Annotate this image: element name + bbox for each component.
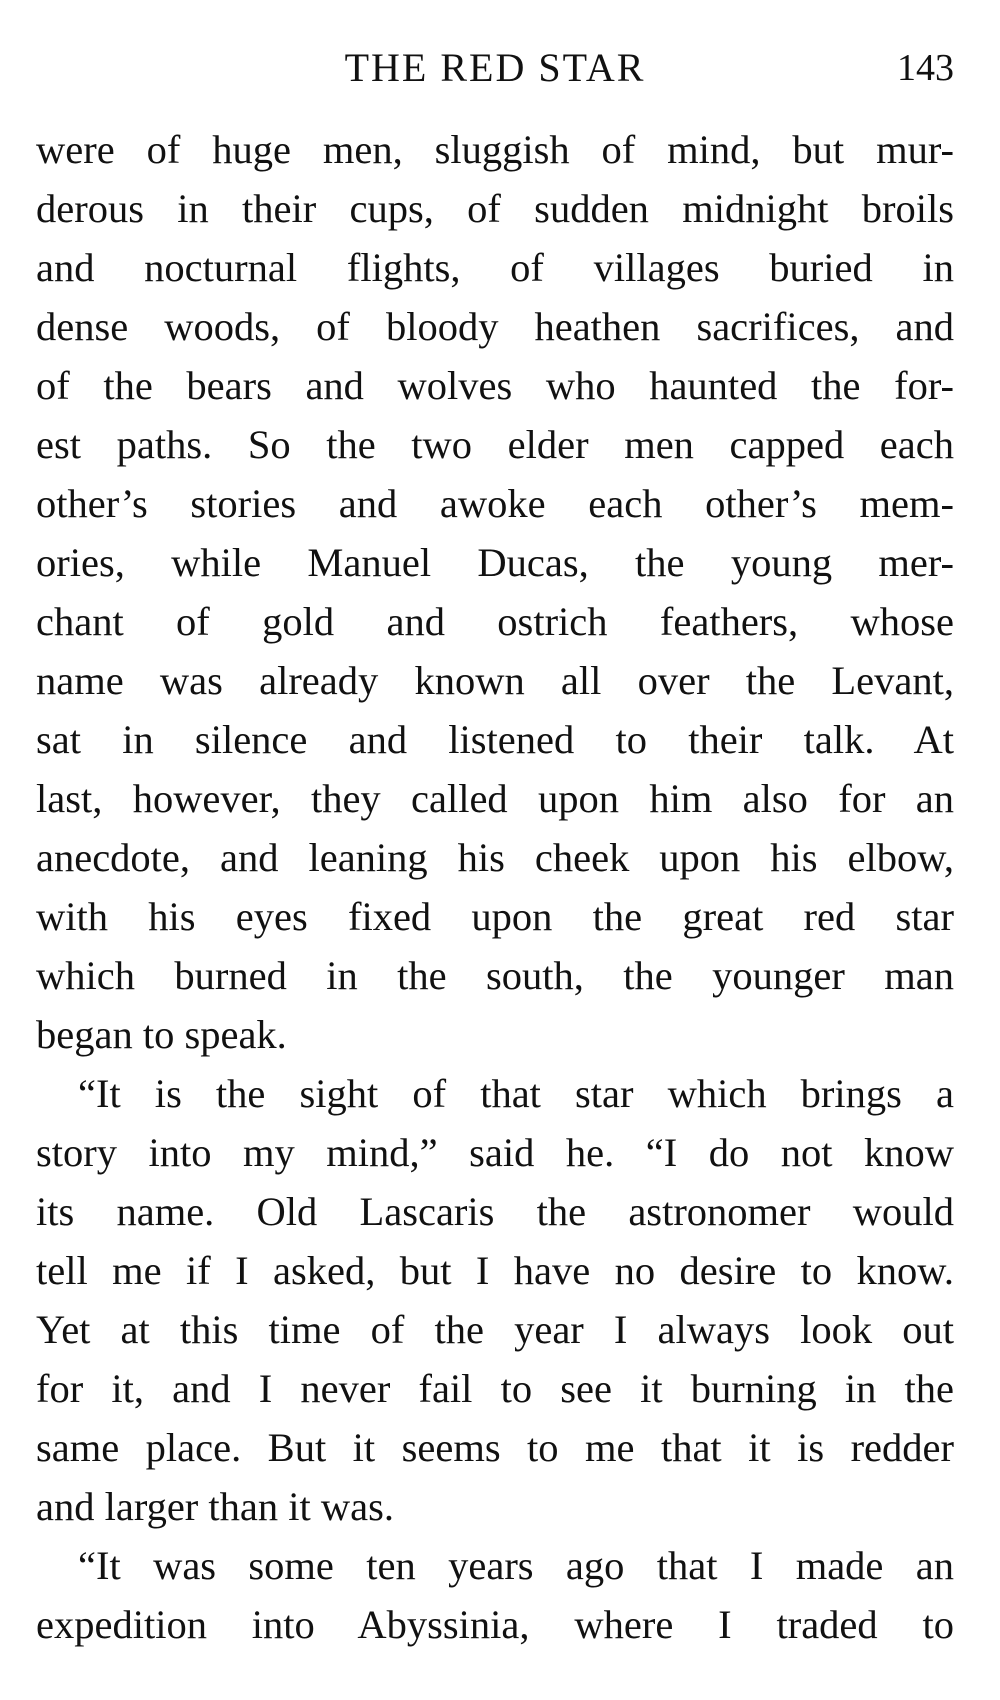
text-line: story into my mind,” said he. “I do not know xyxy=(36,1130,954,1175)
text-line: its name. Old Lascaris the astronomer would xyxy=(36,1189,954,1234)
text-line: sat in silence and listened to their talk. At xyxy=(36,717,954,762)
text-line: dense woods, of bloody heathen sacrifices, and xyxy=(36,304,954,349)
text-line: name was already known all over the Levant, xyxy=(36,658,954,703)
text-line: last, however, they called upon him also for an xyxy=(36,776,954,821)
text-line: tell me if I asked, but I have no desire to know. xyxy=(36,1248,954,1293)
text-line: “It is the sight of that star which brings a xyxy=(78,1071,954,1116)
text-line: anecdote, and leaning his cheek upon his elbow, xyxy=(36,835,954,880)
text-line: expedition into Abyssinia, where I traded to xyxy=(36,1602,954,1647)
text-line: derous in their cups, of sudden midnight broils xyxy=(36,186,954,231)
text-line: and nocturnal flights, of villages buried in xyxy=(36,245,954,290)
text-line: of the bears and wolves who haunted the for- xyxy=(36,363,954,408)
text-line: with his eyes fixed upon the great red star xyxy=(36,894,954,939)
text-line: Yet at this time of the year I always look out xyxy=(36,1307,954,1352)
body-text xyxy=(36,120,954,1654)
text-line: which burned in the south, the younger man xyxy=(36,953,954,998)
text-line: for it, and I never fail to see it burning in the xyxy=(36,1366,954,1411)
text-line: same place. But it seems to me that it is redder xyxy=(36,1425,954,1470)
text-line: chant of gold and ostrich feathers, whose xyxy=(36,599,954,644)
text-line: other’s stories and awoke each other’s mem- xyxy=(36,481,954,526)
running-head xyxy=(36,44,954,92)
running-title: THE RED STAR xyxy=(344,45,646,90)
text-line: ories, while Manuel Ducas, the young mer- xyxy=(36,540,954,585)
text-line: est paths. So the two elder men capped each xyxy=(36,422,954,467)
text-line: began to speak. xyxy=(36,1012,287,1057)
text-line: were of huge men, sluggish of mind, but mur- xyxy=(36,127,954,172)
page-number: 143 xyxy=(897,47,954,89)
text-line: and larger than it was. xyxy=(36,1484,395,1529)
text-line: “It was some ten years ago that I made an xyxy=(78,1543,954,1588)
